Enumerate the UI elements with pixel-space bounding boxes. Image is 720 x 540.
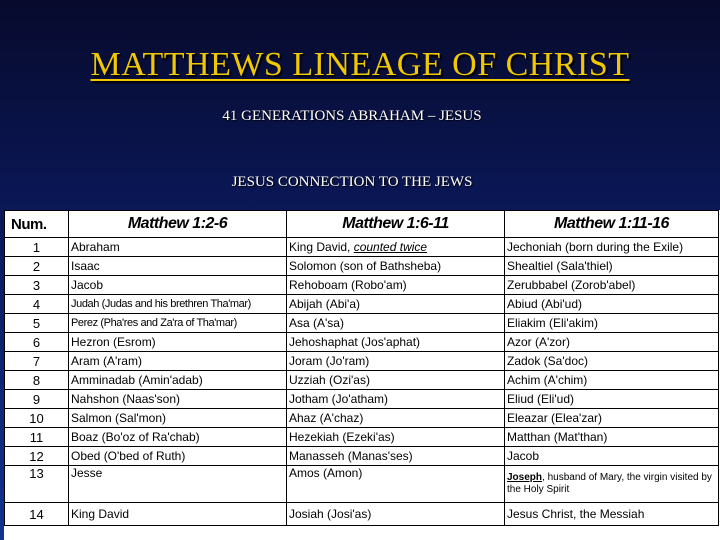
cell-col2: Joram (Jo'ram) xyxy=(287,352,505,371)
row-num: 12 xyxy=(5,447,69,466)
joseph-name: Joseph xyxy=(507,472,543,483)
cell-col1: Obed (O'bed of Ruth) xyxy=(69,447,287,466)
row-num: 13 xyxy=(5,466,69,503)
cell-col1: Amminadab (Amin'adab) xyxy=(69,371,287,390)
cell-col2: Asa (A'sa) xyxy=(287,314,505,333)
cell-col2: Manasseh (Manas'ses) xyxy=(287,447,505,466)
cell-col3: Abiud (Abi'ud) xyxy=(505,295,719,314)
row-num: 7 xyxy=(5,352,69,371)
row-num: 10 xyxy=(5,409,69,428)
cell-col2: Ahaz (A'chaz) xyxy=(287,409,505,428)
row-num: 1 xyxy=(5,238,69,257)
cell-col1: Aram (A'ram) xyxy=(69,352,287,371)
cell-col2: Uzziah (Ozi'as) xyxy=(287,371,505,390)
table-row xyxy=(5,409,719,428)
cell-col1: Nahshon (Naas'son) xyxy=(69,390,287,409)
header-matthew-1-11-16: Matthew 1:11-16 xyxy=(505,211,719,238)
header-matthew-1-6-11: Matthew 1:6-11 xyxy=(287,211,505,238)
cell-col3 xyxy=(505,466,719,503)
cell-col3: Jesus Christ, the Messiah xyxy=(505,503,719,526)
header-num: Num. xyxy=(5,211,69,238)
cell-col1: Perez (Pha'res and Za'ra of Tha'mar) xyxy=(69,314,287,333)
lineage-table-container xyxy=(4,210,720,540)
cell-col3: Azor (A'zor) xyxy=(505,333,719,352)
table-row xyxy=(5,295,719,314)
row-num: 6 xyxy=(5,333,69,352)
cell-col3: Eleazar (Elea'zar) xyxy=(505,409,719,428)
cell-col2: Abijah (Abi'a) xyxy=(287,295,505,314)
cell-col2: Amos (Amon) xyxy=(287,466,505,503)
cell-col1: Jacob xyxy=(69,276,287,295)
table-row xyxy=(5,371,719,390)
table-row xyxy=(5,503,719,526)
cell-col3: Eliud (Eli'ud) xyxy=(505,390,719,409)
cell-col3: Eliakim (Eli'akim) xyxy=(505,314,719,333)
cell-col2: Solomon (son of Bathsheba) xyxy=(287,257,505,276)
table-row xyxy=(5,390,719,409)
subtitle-generations: 41 GENERATIONS ABRAHAM – JESUS xyxy=(222,108,482,124)
cell-col1: Boaz (Bo'oz of Ra'chab) xyxy=(69,428,287,447)
cell-col2: Rehoboam (Robo'am) xyxy=(287,276,505,295)
cell-col1: Judah (Judas and his brethren Tha'mar) xyxy=(69,295,287,314)
table-row xyxy=(5,447,719,466)
cell-col3: Achim (A'chim) xyxy=(505,371,719,390)
cell-col3: Jechoniah (born during the Exile) xyxy=(505,238,719,257)
header-matthew-1-2-6: Matthew 1:2-6 xyxy=(69,211,287,238)
table-row xyxy=(5,276,719,295)
row-num: 9 xyxy=(5,390,69,409)
row-num: 4 xyxy=(5,295,69,314)
cell-col2 xyxy=(287,238,505,257)
page-title: MATTHEWS LINEAGE OF CHRIST xyxy=(90,46,630,83)
row-num: 14 xyxy=(5,503,69,526)
table-header-row xyxy=(5,211,719,238)
cell-col3: Shealtiel (Sala'thiel) xyxy=(505,257,719,276)
cell-col3: Matthan (Mat'than) xyxy=(505,428,719,447)
cell-col1: Hezron (Esrom) xyxy=(69,333,287,352)
table-row xyxy=(5,238,719,257)
table-row xyxy=(5,352,719,371)
cell-col1: King David xyxy=(69,503,287,526)
cell-col1: Abraham xyxy=(69,238,287,257)
cell-col1: Jesse xyxy=(69,466,287,503)
counted-twice-note: counted twice xyxy=(353,240,428,254)
table-row xyxy=(5,466,719,503)
table-row xyxy=(5,428,719,447)
row-num: 5 xyxy=(5,314,69,333)
row-num: 2 xyxy=(5,257,69,276)
cell-col1: Isaac xyxy=(69,257,287,276)
cell-col3: Jacob xyxy=(505,447,719,466)
cell-col2: Jehoshaphat (Jos'aphat) xyxy=(287,333,505,352)
lineage-table xyxy=(4,210,719,526)
joseph-note: , husband of Mary, the virgin visited by the Holy Spirit xyxy=(507,472,712,495)
cell-col2: Hezekiah (Ezeki'as) xyxy=(287,428,505,447)
row-num: 3 xyxy=(5,276,69,295)
cell-col3: Zadok (Sa'doc) xyxy=(505,352,719,371)
table-row xyxy=(5,257,719,276)
cell-col1: Salmon (Sal'mon) xyxy=(69,409,287,428)
row-num: 11 xyxy=(5,428,69,447)
cell-col2: Josiah (Josi'as) xyxy=(287,503,505,526)
table-row xyxy=(5,314,719,333)
cell-col3: Zerubbabel (Zorob'abel) xyxy=(505,276,719,295)
cell-col2: Jotham (Jo'atham) xyxy=(287,390,505,409)
cell-col2-text: King David, xyxy=(289,240,354,254)
subtitle-connection: JESUS CONNECTION TO THE JEWS xyxy=(231,174,473,190)
row-num: 8 xyxy=(5,371,69,390)
table-row xyxy=(5,333,719,352)
